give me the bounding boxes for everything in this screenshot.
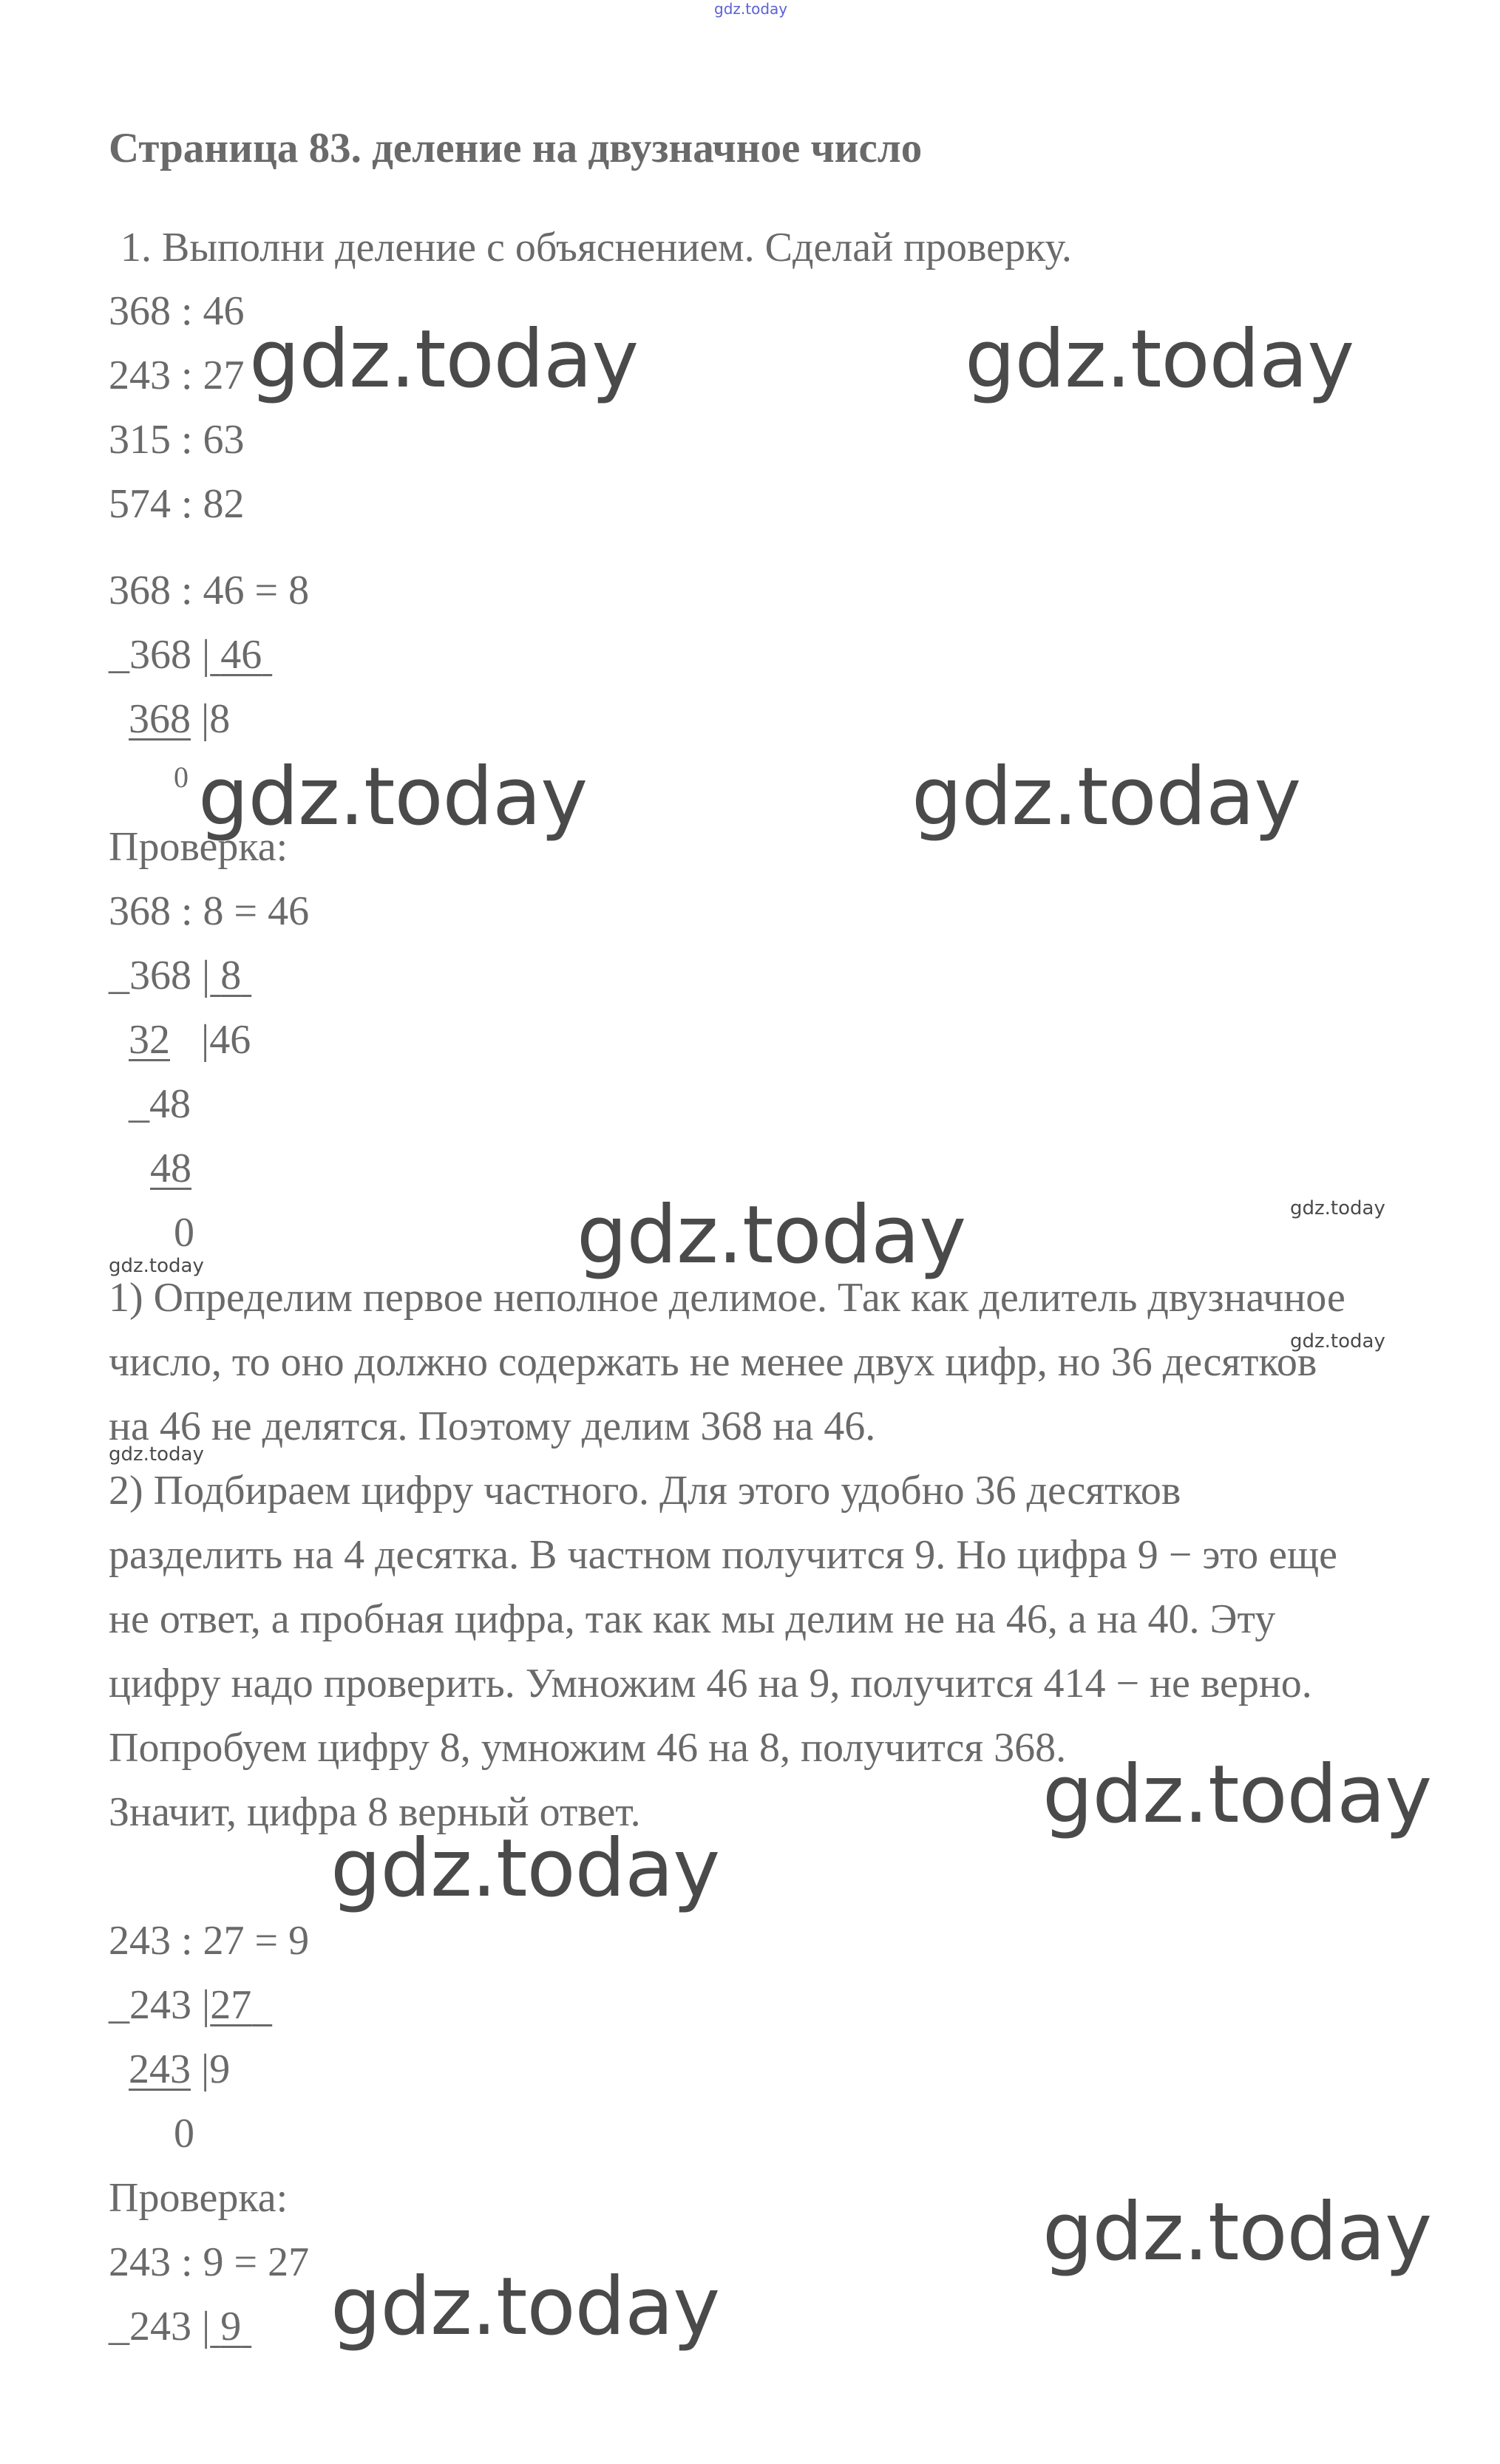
small-watermark: gdz.today (109, 1443, 204, 1466)
solution2-check-label: Проверка: (109, 2175, 288, 2221)
solution1-check-equation: 368 : 8 = 46 (109, 888, 310, 934)
small-watermark: gdz.today (109, 1255, 204, 1277)
watermark: gdz.today (577, 1189, 966, 1282)
watermark: gdz.today (330, 1823, 720, 1915)
top-watermark: gdz.today (714, 0, 788, 18)
col-dividend: 368 (129, 632, 191, 678)
col-quotient: 8 (209, 696, 231, 742)
watermark: gdz.today (1042, 1749, 1432, 1841)
solution1-column-line1: _368 | 46 (109, 634, 272, 675)
explanation-line-6: не ответ, а пробная цифра, так как мы делим не на 46, а на 40. Эту (109, 1596, 1276, 1642)
solution1-column-line2: 368 |8 (129, 696, 231, 742)
col-divisor: 46 (220, 632, 262, 678)
watermark: gdz.today (198, 751, 588, 843)
task-statement: 1. Выполни деление с объяснением. Сделай проверку. (121, 225, 1072, 270)
watermark: gdz.today (1042, 2186, 1432, 2278)
solution1-equation: 368 : 46 = 8 (109, 568, 310, 613)
small-watermark: gdz.today (1290, 1330, 1385, 1352)
explanation-line-1: 1) Определим первое неполное делимое. Так как делитель двузначное (109, 1275, 1345, 1321)
explanation-line-4: 2) Подбираем цифру частного. Для этого удобно 36 десятков (109, 1468, 1181, 1514)
example-2: 243 : 27 (109, 353, 245, 398)
solution1-check-partial: _48 (129, 1081, 191, 1127)
solution1-check-label: Проверка: (109, 824, 288, 870)
solution1-remainder: 0 (174, 760, 189, 794)
solution2-column-line1: _243 |27 (109, 1982, 252, 2028)
watermark: gdz.today (249, 313, 639, 406)
col-subtrahend: 368 (129, 696, 191, 742)
watermark: gdz.today (965, 313, 1354, 406)
solution2-column-line2: 243 |9 (129, 2046, 231, 2092)
small-watermark: gdz.today (1290, 1197, 1385, 1219)
explanation-line-2: число, то оно должно содержать не менее двух цифр, но 36 десятков (109, 1339, 1317, 1385)
example-4: 574 : 82 (109, 481, 245, 527)
solution2-equation: 243 : 27 = 9 (109, 1918, 310, 1964)
example-1: 368 : 46 (109, 288, 245, 334)
watermark: gdz.today (330, 2261, 720, 2353)
solution2-check-line1: _243 | 9 (109, 2304, 242, 2349)
solution1-check-sub2: 48 (150, 1146, 191, 1191)
example-3: 315 : 63 (109, 417, 245, 463)
solution2-remainder: 0 (174, 2111, 194, 2157)
explanation-line-8: Попробуем цифру 8, умножим 46 на 8, получится 368. (109, 1725, 1067, 1771)
solution1-check-line2: 32 |46 (129, 1017, 251, 1063)
solution1-check-remainder: 0 (174, 1210, 194, 1256)
page-title: Страница 83. деление на двузначное число (109, 125, 923, 171)
explanation-line-7: цифру надо проверить. Умножим 46 на 9, получится 414 − не верно. (109, 1661, 1312, 1706)
explanation-line-9: Значит, цифра 8 верный ответ. (109, 1789, 641, 1835)
explanation-line-5: разделить на 4 десятка. В частном получится 9. Но цифра 9 − это еще (109, 1532, 1337, 1578)
watermark: gdz.today (912, 751, 1301, 843)
solution2-check-equation: 243 : 9 = 27 (109, 2239, 310, 2285)
solution1-check-line1: _368 | 8 (109, 953, 242, 998)
explanation-line-3: на 46 не делятся. Поэтому делим 368 на 46. (109, 1403, 876, 1449)
